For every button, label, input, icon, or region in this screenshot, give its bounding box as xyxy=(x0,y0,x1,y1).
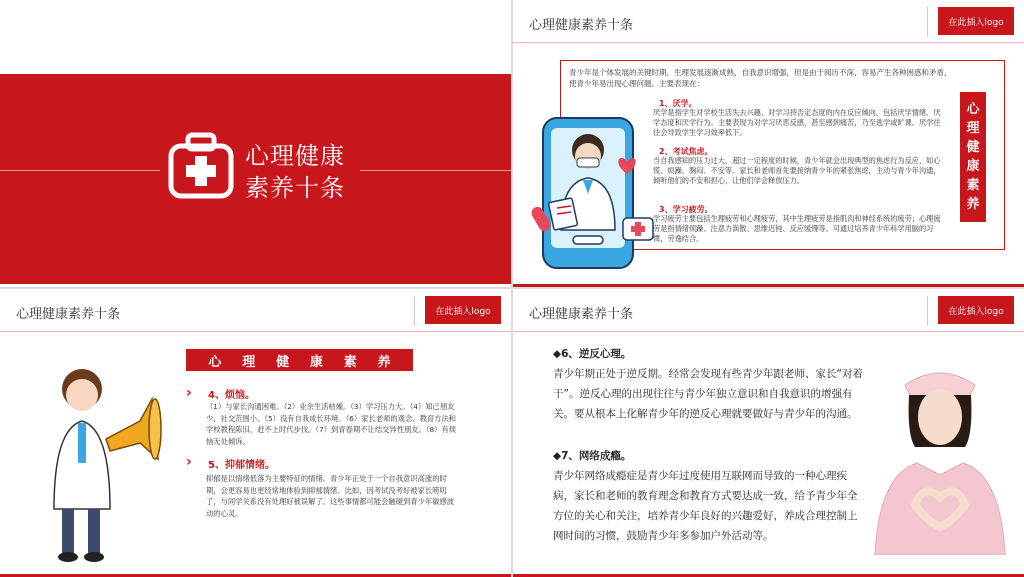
item-text-4: （1）与家长沟通困难。（2）业余生活枯燥。（3）学习压力大。（4）知己朋友少，社交范围小。（5）没有自我成长环境。（6）家长老师的观念、教育方法和学校教程陈旧，赶不上时代步伐。（7）到青春期不让结交异性朋友。（8）有烦恼无处倾诉。 xyxy=(206,402,457,446)
banner-char: 康 xyxy=(309,354,323,370)
nurse-photo xyxy=(865,355,1015,555)
divider-left xyxy=(0,170,160,171)
slide-section-3 xyxy=(513,289,1024,577)
banner-char: 理 xyxy=(242,354,256,370)
banner-char: 心 xyxy=(208,354,222,370)
doctor-phone-illustration xyxy=(531,110,659,270)
item-heading-5: 5、抑郁情绪。 xyxy=(208,460,275,471)
header-separator xyxy=(927,7,928,37)
item-text-2: 当自我感知的压力过大，超过一定程度的时候，青少年就会出现典型的焦虑行为反应，如心慌、烦躁、胸闷、不安等。家长和老师首先要接纳青少年的紧张焦虑，主动与青少年沟通，倾听他们的不安和担心，让他们学会释放压力。 xyxy=(653,156,941,185)
logo-placeholder-button[interactable]: 在此插入logo xyxy=(938,7,1014,35)
header-separator xyxy=(414,296,415,326)
banner-char: 养 xyxy=(377,354,391,370)
title-text xyxy=(245,140,345,204)
item-text-7: 青少年网络成瘾症是青少年过度使用互联网而导致的一种心理疾病，家长和老师的教育理念和教育方式要达成一致，给予青少年全方位的关心和关注，培养青少年良好的兴趣爱好，养成合理控制上网时间的习惯，鼓励青少年多参加户外活动等。 xyxy=(553,470,858,542)
vertical-char: 素 xyxy=(966,178,980,193)
item-heading-2: 2、考试焦虑。 xyxy=(659,147,713,156)
intro-text: 青少年是个体发展的关键时期，生理发展逐渐成熟，自我意识增强，但是由于阅历不深，容易产生各种困惑和矛盾，使青少年易出现心理问题。主要表现在： xyxy=(569,68,952,88)
header-separator xyxy=(927,296,928,326)
item-text-5: 抑郁是以情绪低落为主要特征的情绪。青少年正处于一个自我意识高涨的时期，会更容易也更经常地体验到抑郁情绪。比如，因考试没考好被家长唠叨了，与同学关系没有处理好被误解了。这些事情都可能会触碰到青少年敏感波动的心灵。 xyxy=(206,474,455,518)
banner-char: 素 xyxy=(343,354,357,370)
banner-char: 健 xyxy=(276,354,290,370)
title-line-2: 素养十条 xyxy=(245,174,345,202)
slide-header-title: 心理健康素养十条 xyxy=(529,307,634,322)
slide-section-2 xyxy=(0,289,511,577)
vertical-char: 理 xyxy=(966,121,980,136)
title-line-1: 心理健康 xyxy=(245,142,345,170)
header-divider xyxy=(513,42,1024,43)
chevron-right-icon: › xyxy=(186,385,192,401)
item-heading-7: ◆7、网络成瘾。 xyxy=(553,450,632,462)
doctor-megaphone-illustration xyxy=(40,359,170,569)
vertical-char: 心 xyxy=(966,102,980,117)
vertical-char: 养 xyxy=(966,197,980,212)
medical-kit-icon xyxy=(168,132,234,208)
vertical-label xyxy=(960,92,986,222)
header-divider xyxy=(513,331,1024,332)
header-divider xyxy=(0,331,511,332)
logo-placeholder-button[interactable]: 在此插入logo xyxy=(425,296,501,324)
vertical-char: 康 xyxy=(966,159,980,174)
item-heading-1: 1、厌学。 xyxy=(659,99,697,108)
divider-right xyxy=(360,170,511,171)
slide-title xyxy=(0,0,511,287)
item-heading-4: 4、烦恼。 xyxy=(208,390,255,401)
logo-placeholder-button[interactable]: 在此插入logo xyxy=(938,296,1014,324)
slide-header-title: 心理健康素养十条 xyxy=(529,18,634,33)
item-text-3: 学习疲劳主要包括生理疲劳和心理疲劳，其中生理疲劳是指肌肉和神经系统的疲劳；心理疲劳是指情绪烦躁、注意力涣散、思维迟钝、反应缓慢等。可通过培养青少年科学用脑的习惯，劳逸结合。 xyxy=(653,214,941,243)
slide-header-title: 心理健康素养十条 xyxy=(16,307,121,322)
bottom-accent-bar xyxy=(513,284,1024,287)
vertical-char: 健 xyxy=(966,140,980,155)
slide-section-1 xyxy=(513,0,1024,287)
item-text-1: 厌学是指学生对学校生活失去兴趣、对学习持否定态度的内在反应倾向，包括厌学情绪、厌学态度和厌学行为。主要表现为对学习厌恶反感，甚至感到痛苦，乃至逃学或旷课。厌学往往会导致学生学习效率低下。 xyxy=(653,108,941,137)
item-heading-6: ◆6、逆反心理。 xyxy=(553,348,632,360)
item-text-6: 青少年期正处于逆反期。经常会发现有些青少年跟老师、家长“对着干”。逆反心理的出现往往与青少年独立意识和自我意识的增强有关。要从根本上化解青少年的逆反心理就要做好与青少年的沟通。 xyxy=(553,368,863,420)
section-banner xyxy=(186,349,413,371)
chevron-right-icon: › xyxy=(186,454,192,470)
item-heading-3: 3、学习疲劳。 xyxy=(659,205,713,214)
